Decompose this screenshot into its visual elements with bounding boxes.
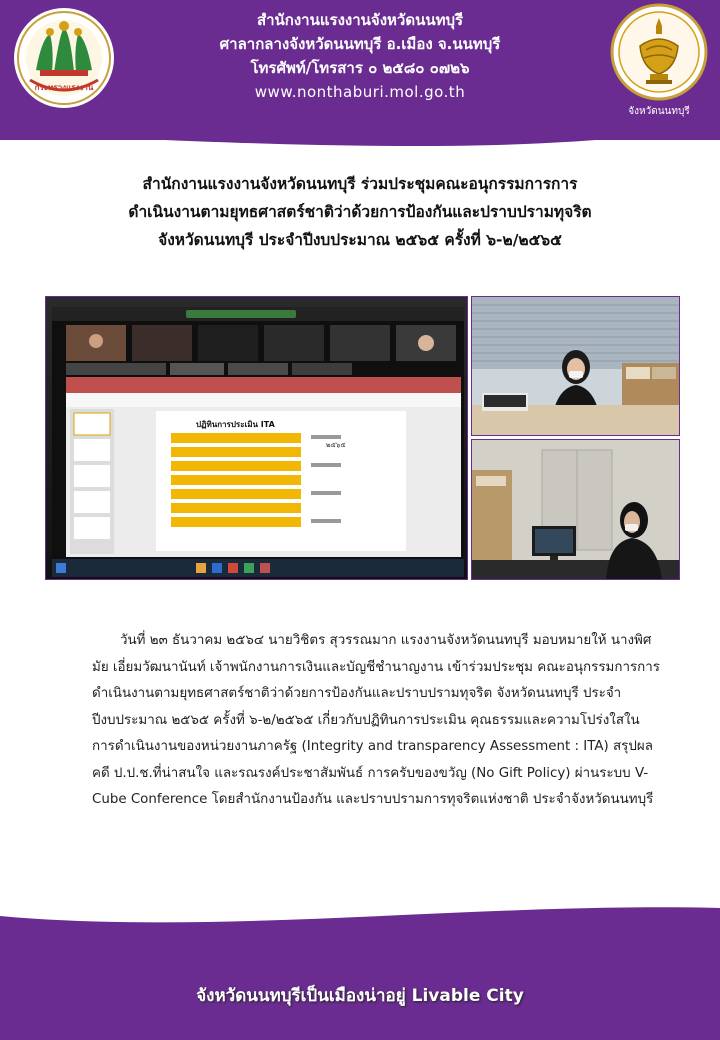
province-logo-caption: จังหวัดนนทบุรี (628, 106, 690, 117)
participant-photo-1 (471, 296, 680, 436)
ministry-of-labour-logo (14, 8, 114, 108)
office-address: ศาลากลางจังหวัดนนทบุรี อ.เมือง จ.นนทบุรี (219, 35, 501, 53)
nonthaburi-province-logo (610, 2, 708, 122)
news-paragraph: วันที่ ๒๓ ธันวาคม ๒๕๖๔ นายวิชิตร สุวรรณมาก แรงงานจังหวัดนนทบุรี มอบหมายให้ นางพิศมัย เอี่ยมวัฒนานันท์ เจ้าพนักงานการเงินและบัญชีชำนาญงาน เข้าร่วมประชุม คณะอนุกรรมการการดำเนินงานตามยุทธศาสตร์ชาติว่าด้วยการป้องกันและปราบปรามทุจริต จังหวัดนนทบุรี ประจำปีงบประมาณ ๒๕๖๕ ครั้งที่ ๖-๒/๒๕๖๕ เกี่ยวกับปฏิทินการประเมิน คุณธรรมและความโปร่งใสในการดำเนินงานของหน่วยงานภาครัฐ (Integrity and transparency Assessment : ITA) สรุปผลคดี ป.ป.ช.ที่น่าสนใจ และรณรงค์ประชาสัมพันธ์ การครับของขวัญ (No Gift Policy) ผ่านระบบ V-Cube Conference โดยสำนักงานป้องกัน และปราบปรามการทุจริตแห่งชาติ ประจำจังหวัดนนทบุรี (92, 633, 660, 807)
header-address-block (130, 8, 590, 104)
office-name: สำนักงานแรงงานจังหวัดนนทบุรี (256, 11, 464, 29)
meeting-screen-photo (45, 296, 468, 580)
footer-slogan: จังหวัดนนทบุรีเป็นเมืองน่าอยู่ Livable City (196, 986, 524, 1006)
news-headline (40, 170, 680, 254)
footer-banner (0, 902, 720, 1040)
office-phone: โทรศัพท์/โทรสาร ๐ ๒๕๘๐ ๐๗๒๖ (250, 59, 470, 77)
header-wave (0, 118, 720, 158)
news-body (92, 628, 662, 814)
participant-photo-2 (471, 439, 680, 580)
headline-line-3: จังหวัดนนทบุรี ประจำปีงบประมาณ ๒๕๖๕ ครั้งที่ ๖-๒/๒๕๖๕ (158, 231, 562, 249)
slide-year: ๒๕๖๕ (326, 441, 346, 449)
headline-line-2: ดำเนินงานตามยุทธศาสตร์ชาติว่าด้วยการป้องกันและปราบปรามทุจริต (128, 203, 592, 221)
headline-line-1: สำนักงานแรงงานจังหวัดนนทบุรี ร่วมประชุมคณะอนุกรรมการการ (142, 175, 578, 193)
slide-heading: ปฏิทินการประเมิน ITA (196, 420, 275, 429)
office-website: www.nonthaburi.mol.go.th (254, 83, 466, 101)
ministry-logo-caption: กระทรวงแรงงาน (34, 83, 94, 92)
